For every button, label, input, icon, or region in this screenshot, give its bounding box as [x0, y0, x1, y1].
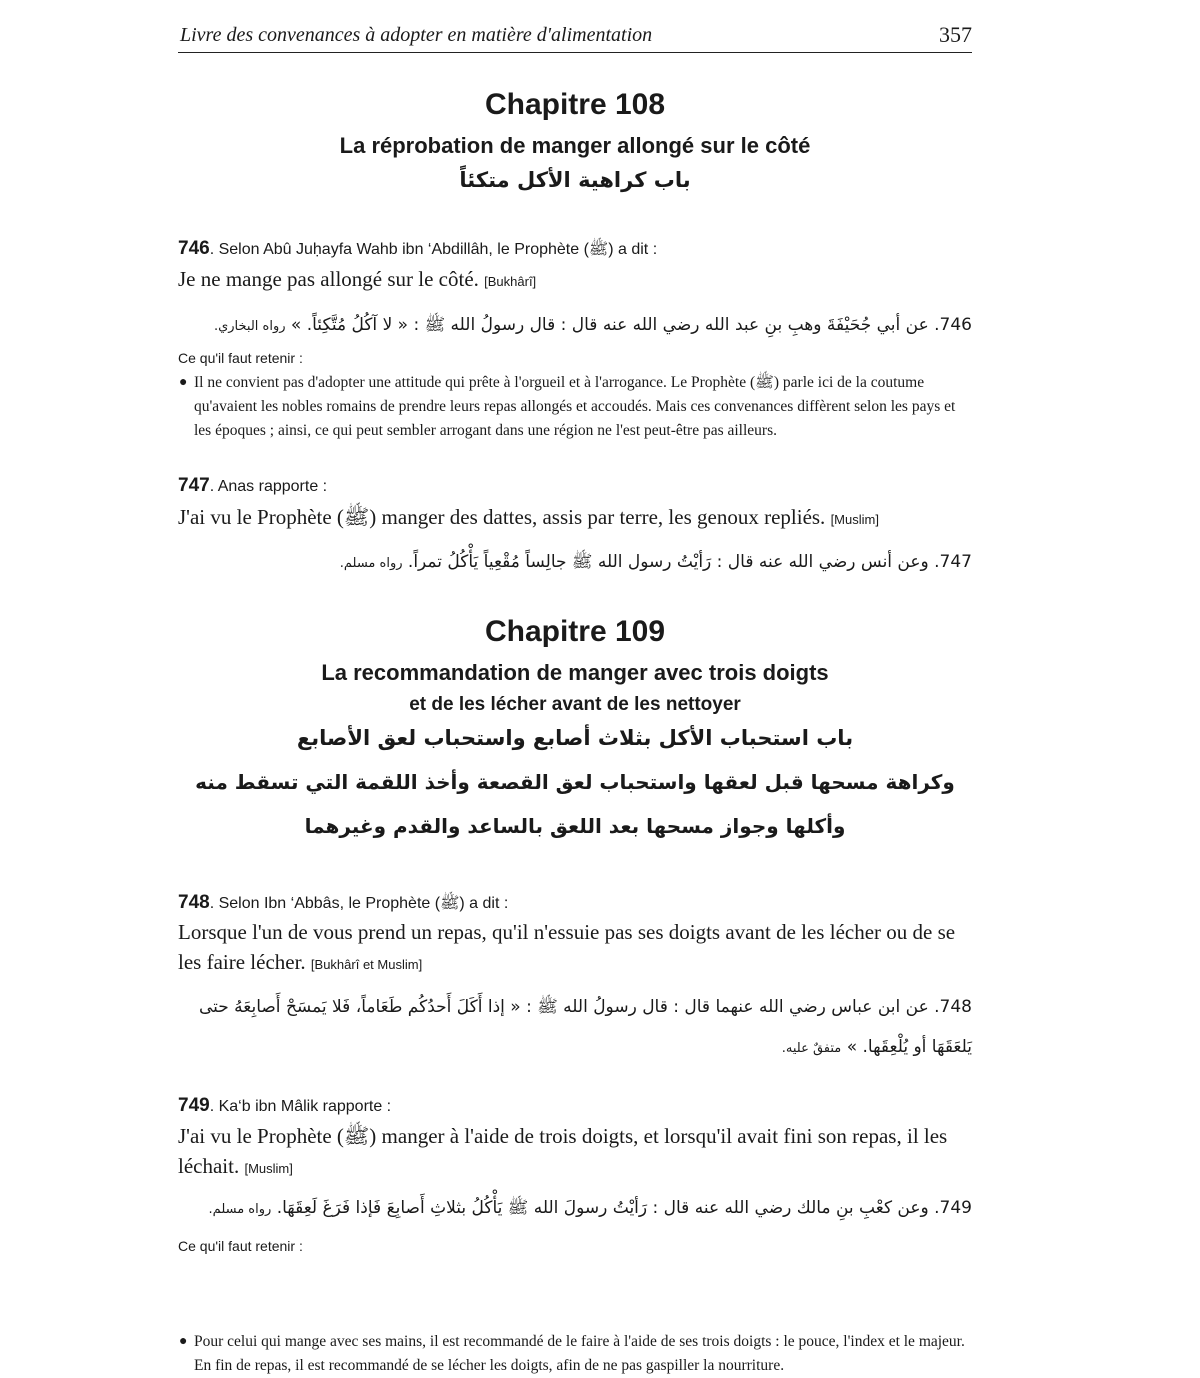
hadith-747-french: J'ai vu le Prophète (ﷺ) manger des dattes, assis par terre, les genoux repliés.: [178, 505, 826, 529]
hadith-749-arabic: [178, 1188, 972, 1230]
running-header: [178, 20, 972, 53]
hadith-748-arabic-source: متفقٌ عليه.: [781, 1041, 842, 1056]
bullet-icon: ●: [179, 375, 188, 390]
chapter-109-subtitle: La recommandation de manger avec trois doigts: [321, 660, 829, 685]
hadith-747-source: [Muslim]: [830, 512, 879, 527]
hadith-749-arabic-text: 749. وعن كعْبِ بنِ مالك رضي الله عنه قال : رَأيْتُ رسولَ الله ﷺ يَأْكُلُ بثلاثِ أَصابِعَ فَإذا فَرَغَ لَعِقَهَا.: [276, 1198, 972, 1218]
chapter-109-title: Chapitre 109: [484, 615, 666, 648]
chapter-109-subtitle-2: et de les lécher avant de les nettoyer: [409, 694, 741, 715]
hadith-746-note-heading: Ce qu'il faut retenir :: [178, 350, 303, 366]
book-page: [178, 0, 972, 1374]
bullet-icon: ●: [179, 1334, 188, 1349]
hadith-749-note-text: Pour celui qui mange avec ses mains, il est recommandé de le faire à l'aide de ses trois doigts : le pouce, l'index et le majeur. En fin de repas, il est recommandé de se lécher les doigts, afin de ne pas gaspiller la nourriture.: [194, 1333, 965, 1374]
hadith-748-arabic: [178, 987, 972, 1069]
hadith-746-note-text: Il ne convient pas d'adopter une attitude qui prête à l'orgueil et à l'arrogance. Le Prophète (ﷺ) parle ici de la coutume qu'avaient les nobles romains de prendre leurs repas allongés et accoudés. Mais ces convenances diffèrent selon les pays et les époques ; ainsi, ce qui peut sembler arrogant dans une région ne l'est peut-être pas ailleurs.: [194, 374, 956, 439]
hadith-746-intro: . Selon Abû Juḥayfa Wahb ibn ‘Abdillâh, le Prophète (ﷺ) a dit :: [209, 241, 658, 258]
hadith-749-number: 749: [178, 1095, 210, 1116]
hadith-748-number: 748: [178, 892, 210, 913]
running-title: Livre des convenances à adopter en matière d'alimentation: [180, 24, 653, 46]
hadith-747-text: [178, 502, 972, 535]
hadith-746-arabic: [178, 305, 972, 347]
hadith-747-intro: . Anas rapporte :: [209, 478, 328, 495]
hadith-746-french: Je ne mange pas allongé sur le côté.: [178, 267, 479, 291]
chapter-109-arabic-subtitle: وكراهة مسحها قبل لعقها واستحباب لعق القصعة وأخذ اللقمة التي تسقط منه وأكلها وجواز مسحها بعد اللعق بالساعد والقدم وغيرهما: [195, 770, 955, 838]
chapter-108-subtitle: La réprobation de manger allongé sur le côté: [339, 133, 811, 158]
hadith-748-source: [Bukhârî et Muslim]: [310, 957, 423, 972]
hadith-749-french: J'ai vu le Prophète (ﷺ) manger à l'aide de trois doigts, et lorsqu'il avait fini son repas, il les léchait.: [178, 1124, 948, 1178]
hadith-747-heading: [178, 475, 972, 497]
hadith-749-arabic-source: رواه مسلم.: [208, 1202, 272, 1217]
hadith-747-arabic-text: 747. وعن أنس رضي الله عنه قال : رَأيْتُ رسول الله ﷺ جالِساً مُقْعِياً يَأْكُلُ تمراً.: [407, 552, 972, 572]
chapter-108-title: Chapitre 108: [484, 88, 666, 121]
hadith-746-source: [Bukhârî]: [484, 274, 537, 289]
hadith-746-number: 746: [178, 238, 210, 259]
hadith-746-heading: [178, 238, 972, 262]
hadith-749-note: [178, 1330, 972, 1378]
hadith-747-number: 747: [178, 475, 210, 496]
hadith-748-arabic-text: 748. عن ابن عباس رضي الله عنهما قال : قال رسولُ الله ﷺ : « إذا أَكَلَ أَحدُكُم طَعَاماً، فَلا يَمسَحْ أَصابِعَهُ حتى يَلعَقَهَا أو يُلْعِقَها. »: [198, 997, 972, 1057]
chapter-108-arabic-title: باب كراهية الأكل متكئاً: [459, 168, 691, 192]
page-number: 357: [939, 22, 972, 47]
hadith-748-french: Lorsque l'un de vous prend un repas, qu'il n'essuie pas ses doigts avant de les lécher ou de se les faire lécher.: [178, 920, 956, 974]
hadith-749-heading: [178, 1095, 972, 1117]
hadith-749-source: [Muslim]: [244, 1161, 293, 1176]
hadith-749-text: [178, 1121, 972, 1184]
hadith-746-note: [178, 371, 972, 443]
hadith-746-arabic-text: 746. عن أبي جُحَيْفَةَ وهبِ بنِ عبد الله رضي الله عنه قال : قال رسولُ الله ﷺ : « لا آكُلُ مُتَّكِئاً. »: [290, 315, 972, 335]
hadith-746-text: [178, 264, 972, 297]
hadith-747-arabic: [178, 542, 972, 584]
hadith-749-note-heading: Ce qu'il faut retenir :: [178, 1238, 303, 1254]
hadith-748-intro: . Selon Ibn ‘Abbâs, le Prophète (ﷺ) a dit :: [209, 895, 509, 912]
hadith-746-arabic-source: رواه البخاري.: [213, 319, 286, 334]
hadith-747-arabic-source: رواه مسلم.: [339, 556, 403, 571]
hadith-748-text: [178, 917, 972, 980]
hadith-749-intro: . Ka‘b ibn Mâlik rapporte :: [209, 1098, 392, 1115]
hadith-748-heading: [178, 892, 972, 916]
chapter-109-arabic-title: باب استحباب الأكل بثلاث أصابع واستحباب لعق الأصابع: [296, 726, 854, 750]
